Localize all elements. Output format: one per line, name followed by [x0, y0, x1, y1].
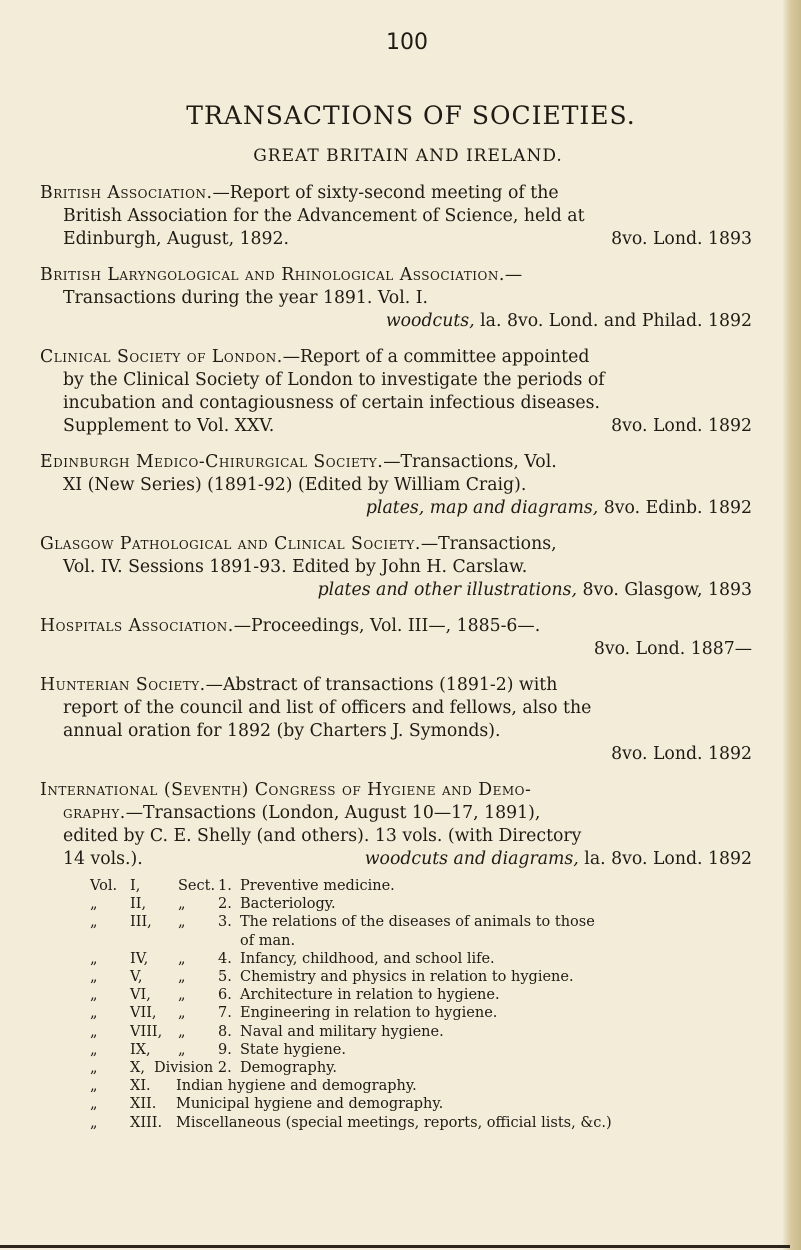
entry-heading: Glasgow Pathological and Clinical Society.: [40, 534, 421, 554]
entry-glasgow-society: [40, 533, 752, 602]
section-number: 5.: [218, 969, 232, 986]
entry-note: plates and other illustrations,: [317, 580, 577, 600]
volume-row: [90, 913, 752, 931]
volume-marker: „: [90, 914, 98, 931]
volume-row: [90, 1077, 752, 1095]
entry-line: —Proceedings, Vol. III—, 1885-6—.: [233, 616, 541, 636]
volume-marker: „: [90, 1060, 98, 1077]
entry-line: —Transactions (London, August 10—17, 1891),: [125, 803, 541, 823]
entry-line: —Transactions, Vol.: [383, 452, 557, 472]
volume-row: [90, 877, 752, 895]
volume-marker: „: [90, 1023, 98, 1040]
section-number: [218, 932, 240, 950]
section-number: 3.: [218, 914, 232, 931]
volume-number: III,: [130, 914, 152, 931]
volume-description: Indian hygiene and demography.: [176, 1078, 417, 1095]
volume-number: XIII.: [130, 1114, 163, 1131]
volume-description: The relations of the diseases of animals to those: [240, 914, 595, 931]
entry-line: by the Clinical Society of London to investigate the periods of: [63, 370, 605, 390]
volume-description: Bacteriology.: [240, 896, 336, 913]
entry-heading: Hunterian Society.: [40, 675, 206, 695]
entry-heading: Hospitals Association.: [40, 616, 234, 636]
volume-marker: „: [90, 1041, 98, 1058]
entry-hunterian-society: [40, 674, 752, 766]
volume-number: XII.: [130, 1096, 157, 1113]
volume-marker: „: [90, 1078, 98, 1095]
entry-publication: 8vo. Edinb. 1892: [603, 498, 752, 518]
entry-line: 14 vols.).: [63, 849, 143, 869]
section-number: 8.: [218, 1023, 232, 1040]
volume-list: [90, 877, 752, 1132]
page-number: 100: [386, 30, 428, 55]
volume-description: Municipal hygiene and demography.: [176, 1096, 444, 1113]
entry-publication: 8vo. Glasgow, 1893: [582, 580, 752, 600]
volume-description: Preventive medicine.: [240, 878, 395, 894]
volume-row: [90, 950, 752, 968]
volume-row: [90, 986, 752, 1004]
entry-note: plates, map and diagrams,: [365, 498, 599, 518]
volume-description: Miscellaneous (special meetings, reports, official lists, &c.): [176, 1114, 612, 1131]
entry-line: annual oration for 1892 (by Charters J. Symonds).: [63, 721, 501, 741]
volume-number: [130, 932, 178, 950]
volume-section: „: [178, 1005, 186, 1022]
entry-edinburgh-society: [40, 451, 752, 520]
entry-note: woodcuts,: [385, 311, 475, 331]
volume-section: „: [178, 987, 186, 1004]
volume-row: [90, 1023, 752, 1041]
entry-line: Vol. IV. Sessions 1891-93. Edited by John H. Carslaw.: [63, 557, 528, 577]
section-number: 6.: [218, 987, 232, 1004]
entry-line: XI (New Series) (1891-92) (Edited by William Craig).: [63, 475, 527, 495]
volume-marker: „: [90, 969, 98, 986]
section-number: 7.: [218, 1005, 232, 1022]
entry-hospitals-association: [40, 615, 752, 661]
volume-description: Engineering in relation to hygiene.: [240, 1005, 498, 1022]
entry-line: Edinburgh, August, 1892.: [63, 229, 290, 249]
volume-description: State hygiene.: [240, 1041, 346, 1058]
entry-international-congress: [40, 779, 752, 1132]
volume-description: of man.: [240, 932, 296, 949]
page-content: [40, 30, 752, 1145]
entry-heading: Clinical Society of London.: [40, 347, 283, 367]
volume-description: Architecture in relation to hygiene.: [240, 987, 500, 1004]
volume-number: IX,: [130, 1041, 151, 1058]
page-title: TRANSACTIONS OF SOCIETIES.: [186, 101, 636, 130]
entry-publication: 8vo. Lond. 1892: [611, 416, 752, 436]
volume-section: „: [178, 914, 186, 931]
volume-section: Division 2.: [154, 1060, 232, 1077]
entry-heading: International (Seventh) Congress of Hygiene and Demo-: [40, 780, 532, 800]
volume-number: IV,: [130, 950, 149, 967]
entry-publication: 8vo. Lond. 1893: [611, 229, 752, 249]
entry-publication: 8vo. Lond. 1887—: [593, 639, 752, 659]
volume-row: [90, 1095, 752, 1113]
volume-number: VII,: [130, 1005, 157, 1022]
volume-marker: „: [90, 1005, 98, 1022]
volume-number: VI,: [130, 987, 151, 1004]
entry-line: Transactions during the year 1891. Vol. I.: [63, 288, 429, 308]
entry-publication: la. 8vo. Lond. and Philad. 1892: [480, 311, 752, 331]
entry-line: Supplement to Vol. XXV.: [63, 416, 275, 436]
entry-publication: 8vo. Lond. 1892: [611, 744, 752, 764]
volume-section: „: [178, 1023, 186, 1040]
page-edge: [783, 0, 801, 1250]
volume-row: [90, 1004, 752, 1022]
volume-row: [90, 1059, 752, 1077]
volume-section: „: [178, 950, 186, 967]
entry-note: woodcuts and diagrams,: [364, 849, 579, 869]
entry-heading: Edinburgh Medico-Chirurgical Society.: [40, 452, 384, 472]
entry-heading: British Association.: [40, 183, 213, 203]
region-heading: GREAT BRITAIN AND IRELAND.: [253, 146, 563, 166]
volume-section: „: [178, 896, 186, 913]
entry-line: edited by C. E. Shelly (and others). 13 vols. (with Directory: [63, 826, 582, 846]
volume-row: [90, 968, 752, 986]
volume-section: [178, 932, 218, 950]
volume-row: [90, 932, 752, 950]
entry-line: —: [504, 265, 523, 285]
volume-marker: „: [90, 1114, 98, 1131]
section-number: 9.: [218, 1041, 232, 1058]
volume-number: VIII,: [130, 1023, 163, 1040]
entry-line: —Abstract of transactions (1891-2) with: [205, 675, 558, 695]
volume-marker: Vol.: [90, 878, 118, 894]
volume-section: Sect.: [178, 878, 216, 894]
entry-clinical-society: [40, 346, 752, 438]
volume-number: V,: [130, 969, 143, 986]
entry-british-association: [40, 182, 752, 251]
volume-description: Infancy, childhood, and school life.: [240, 950, 495, 967]
volume-marker: „: [90, 950, 98, 967]
bottom-rule: [0, 1245, 790, 1248]
entry-line: —Report of sixty-second meeting of the: [212, 183, 559, 203]
volume-marker: „: [90, 1096, 98, 1113]
section-number: 2.: [218, 896, 232, 913]
volume-marker: „: [90, 896, 98, 913]
entry-heading-continued: graphy.: [63, 803, 126, 823]
volume-marker: [90, 932, 130, 950]
volume-row: [90, 1114, 752, 1132]
volume-description: Naval and military hygiene.: [240, 1023, 444, 1040]
volume-number: I,: [130, 878, 141, 894]
volume-row: [90, 1041, 752, 1059]
volume-description: Demography.: [240, 1060, 338, 1077]
section-number: 4.: [218, 950, 232, 967]
entry-line: British Association for the Advancement of Science, held at: [63, 206, 585, 226]
entry-line: incubation and contagiousness of certain infectious diseases.: [63, 393, 600, 413]
entry-heading: British Laryngological and Rhinological Association.: [40, 265, 505, 285]
volume-number: XI.: [130, 1078, 151, 1095]
entry-line: —Report of a committee appointed: [282, 347, 590, 367]
volume-section: „: [178, 969, 186, 986]
volume-description: Chemistry and physics in relation to hygiene.: [240, 969, 574, 986]
volume-row: [90, 895, 752, 913]
volume-number: X,: [130, 1060, 145, 1077]
section-number: 1.: [218, 878, 232, 894]
entry-publication: la. 8vo. Lond. 1892: [584, 849, 752, 869]
entry-laryngological-association: [40, 264, 752, 333]
volume-number: II,: [130, 896, 147, 913]
entry-line: —Transactions,: [420, 534, 557, 554]
volume-marker: „: [90, 987, 98, 1004]
volume-section: „: [178, 1041, 186, 1058]
entry-line: report of the council and list of officers and fellows, also the: [63, 698, 592, 718]
